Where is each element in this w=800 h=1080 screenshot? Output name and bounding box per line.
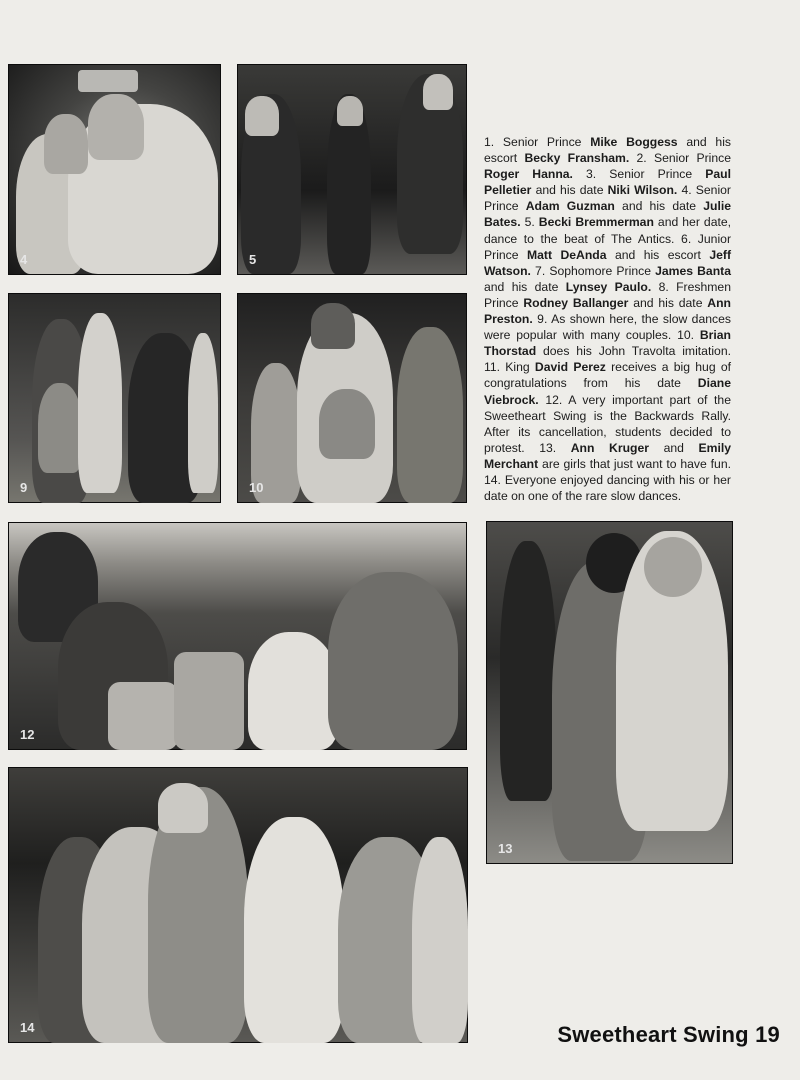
photo-number: 10 [249, 480, 264, 495]
caption-name: Rodney Ballanger [523, 295, 629, 310]
caption-name: Ann Preston. [484, 295, 731, 327]
photo-number: 5 [249, 252, 257, 267]
caption-name: Brian Thorstad [484, 328, 731, 359]
caption-text: and his date [484, 279, 566, 294]
caption-text: does his John Travolta imitation. [536, 344, 731, 359]
caption-name: Mike Boggess [590, 135, 678, 149]
photo-10 [237, 293, 467, 503]
caption-text: 11. King [484, 360, 535, 375]
photo-captions [484, 134, 731, 504]
caption-text: 8. Freshmen Prince [484, 279, 731, 310]
caption-name: Becky Fransham. [524, 151, 630, 166]
photo-number: 4 [20, 252, 28, 267]
caption-text: are girls that just want to have fun. [538, 456, 731, 471]
caption-text: 9. As shown here, the slow dances were popular with many couples. 10. [484, 312, 731, 343]
caption-text: and his date [531, 183, 608, 198]
caption-text: and [648, 440, 699, 455]
caption-name: David Perez [534, 360, 606, 375]
caption-text: and his escort [606, 247, 710, 262]
caption-name: Roger Hanna. [484, 167, 573, 182]
caption-name: Emily Merchant [484, 440, 732, 471]
caption-name: Paul Pelletier [484, 167, 731, 198]
caption-text: and his date [628, 295, 708, 310]
caption-name: Becki Bremmerman [538, 215, 654, 230]
photo-12 [8, 522, 467, 750]
caption-name: James Banta [655, 263, 731, 278]
caption-text: 7. Sophomore Prince [530, 263, 656, 278]
caption-text: 2. Senior Prince [629, 151, 731, 166]
caption-name: Julie Bates. [484, 199, 731, 230]
caption-text: receives a big hug of congratulations from his date [484, 360, 731, 391]
caption-text: 3. Senior Prince [572, 167, 706, 182]
photo-number: 14 [20, 1020, 35, 1035]
photo-9 [8, 293, 221, 503]
caption-text: and his date [614, 199, 704, 214]
caption-name: Niki Wilson. [607, 183, 678, 198]
photo-number: 9 [20, 480, 28, 495]
page-folio: Sweetheart Swing 19 [557, 1022, 780, 1047]
photo-14 [8, 767, 468, 1043]
caption-text: 6. Junior Prince [484, 231, 731, 262]
photo-number: 13 [498, 841, 513, 856]
caption-text: 12. A very important part of the Sweetheart Swing is the Backwards Rally. After its cancellation, students decided to protest. 13. [484, 392, 731, 455]
caption-name: Matt DeAnda [526, 247, 607, 262]
caption-text: and her date, dance to the beat of The Antics. [484, 215, 732, 246]
caption-name: Diane Viebrock. [484, 376, 731, 407]
caption-text: and his escort [484, 135, 731, 166]
caption-name: Ann Kruger [570, 440, 649, 455]
photo-4 [8, 64, 221, 275]
photo-5 [237, 64, 467, 275]
caption-name: Adam Guzman [525, 199, 615, 214]
caption-text: 5. [520, 215, 539, 230]
photo-13 [486, 521, 733, 864]
caption-text: 4. Senior Prince [484, 183, 731, 214]
photo-number: 12 [20, 727, 35, 742]
caption-text: 1. Senior Prince [484, 135, 591, 149]
caption-name: Jeff Watson. [484, 247, 732, 278]
caption-text: 14. Everyone enjoyed dancing with his or her date on one of the rare slow dances. [484, 472, 731, 504]
caption-name: Lynsey Paulo. [565, 279, 652, 294]
